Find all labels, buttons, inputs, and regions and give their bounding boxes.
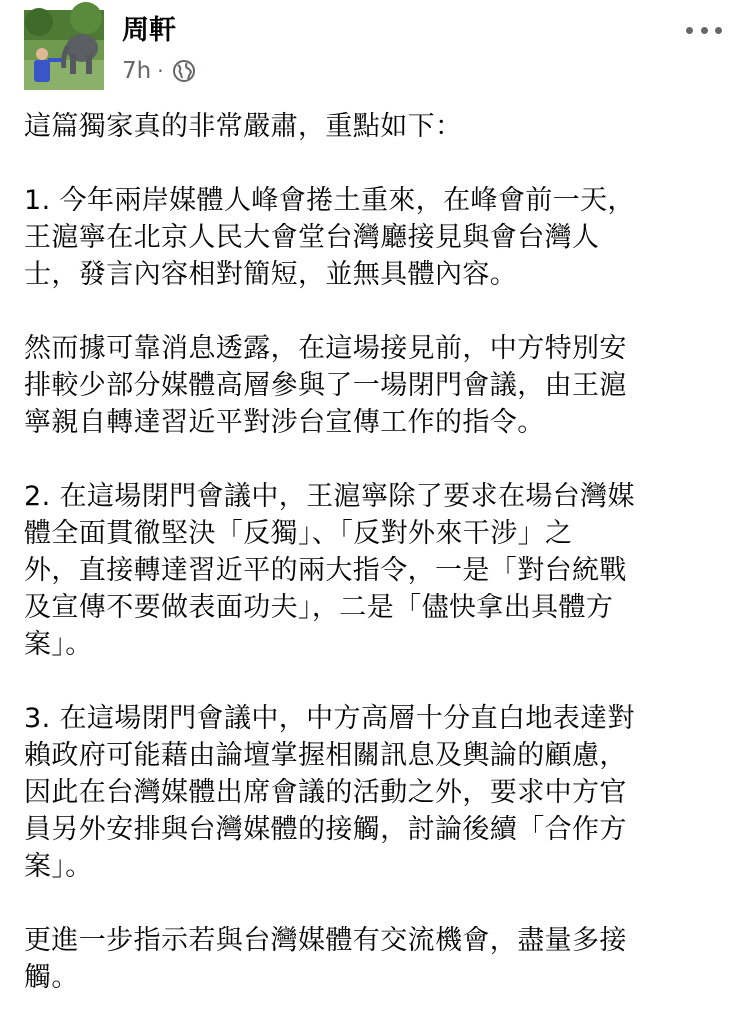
post-header bbox=[0, 0, 750, 100]
author-name[interactable]: 周軒 bbox=[122, 15, 176, 46]
post-paragraph: 然而據可靠消息透露，在這場接見前，中方特別安 排較少部分媒體高層參與了一場閉門會議，由王滬 寧親自轉達習近平對涉台宣傳工作的指令。 bbox=[24, 333, 627, 438]
post-meta bbox=[122, 56, 196, 86]
post-paragraph: 這篇獨家真的非常嚴肅，重點如下： bbox=[24, 111, 463, 142]
post-paragraph: 3. 在這場閉門會議中，中方高層十分直白地表達對 賴政府可能藉由論壇掌握相關訊息及輿論的顧慮， 因此在台灣媒體出席會議的活動之外，要求中方官 員另外安排與台灣媒體的接觸，討論後續「合作方 案」。 bbox=[24, 703, 635, 882]
avatar-photo bbox=[24, 10, 104, 90]
post-body bbox=[24, 108, 724, 1033]
post-paragraph: 更進一步指示若與台灣媒體有交流機會，盡量多接 觸。 bbox=[24, 925, 627, 993]
post-paragraph: 1. 今年兩岸媒體人峰會捲土重來，在峰會前一天， 王滬寧在北京人民大會堂台灣廳接見與會台灣人 士，發言內容相對簡短，並無具體內容。 bbox=[24, 185, 635, 290]
meta-separator: · bbox=[157, 59, 164, 83]
more-dot bbox=[701, 27, 708, 34]
post-paragraph: 2. 在這場閉門會議中，王滬寧除了要求在場台灣媒 體全面貫徹堅決「反獨」、「反對外來干涉」之 外，直接轉達習近平的兩大指令，一是「對台統戰 及宣傳不要做表面功夫」，二是「儘快拿出具體方 案」。 bbox=[24, 481, 635, 660]
avatar[interactable] bbox=[24, 10, 104, 90]
globe-icon bbox=[172, 59, 196, 83]
more-dot bbox=[686, 27, 693, 34]
more-dot bbox=[715, 27, 722, 34]
post-timestamp[interactable]: 7h bbox=[122, 58, 152, 84]
more-options-icon[interactable] bbox=[686, 18, 722, 42]
